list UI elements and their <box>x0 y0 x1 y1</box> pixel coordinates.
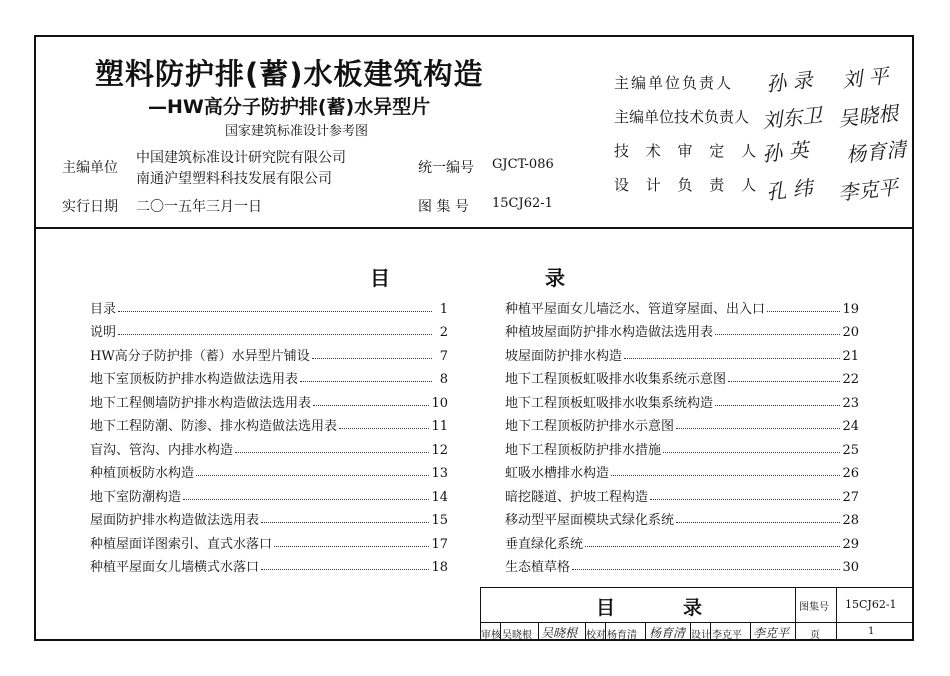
review-name: 吴晓根 <box>502 630 532 641</box>
review-label: 审核 <box>481 630 501 641</box>
leader-dots <box>663 452 840 453</box>
toc-entry[interactable] <box>90 528 448 552</box>
atlas-label: 图 集 号 <box>418 199 469 215</box>
toc-entry-label: 种植顶板防水构造 <box>90 466 195 481</box>
toc-entry[interactable] <box>90 317 448 341</box>
toc-left-column <box>90 293 448 575</box>
toc-entry-label: 虹吸水槽排水构造 <box>505 466 610 481</box>
date-value: 二〇一五年三月一日 <box>136 199 262 215</box>
toc-entry-page: 28 <box>842 513 859 528</box>
toc-entry[interactable] <box>90 411 448 435</box>
toc-entry[interactable] <box>505 528 859 552</box>
signature-designer-1: 孔 纬 <box>765 175 814 205</box>
editor-unit-2: 南通沪望塑料科技发展有限公司 <box>136 171 332 187</box>
toc-entry-label: 暗挖隧道、护坡工程构造 <box>505 489 649 505</box>
signature-editor-head-1: 孙 录 <box>765 67 814 97</box>
page-number: 1 <box>868 626 875 637</box>
toc-entry[interactable] <box>90 434 448 458</box>
toc-entry-page: 25 <box>842 442 859 458</box>
leader-dots <box>118 311 432 312</box>
toc-entry-page: 20 <box>842 325 859 340</box>
toc-entry[interactable] <box>505 411 859 435</box>
toc-entry-label: 移动型平屋面模块式绿化系统 <box>505 513 675 528</box>
toc-entry-label: 种植屋面详图索引、直式水落口 <box>90 536 273 552</box>
title-block-col-sep <box>538 622 539 641</box>
leader-dots <box>611 475 840 476</box>
title-block-col-sep <box>836 587 837 641</box>
toc-entry-page: 12 <box>431 442 448 458</box>
toc-entry-label: 地下工程顶板虹吸排水收集系统示意图 <box>505 372 727 387</box>
toc-entry-page: 7 <box>439 348 448 364</box>
leader-dots <box>300 381 432 382</box>
toc-entry-page: 14 <box>431 489 448 505</box>
toc-entry-page: 26 <box>842 466 859 481</box>
design-signature: 李克平 <box>753 626 790 640</box>
toc-entry-page: 23 <box>842 395 859 411</box>
sig-label-editor-head: 主编单位负责人 <box>614 74 734 92</box>
title-block-col-sep <box>750 622 751 641</box>
toc-entry-label: 地下工程侧墙防护排水构造做法选用表 <box>90 395 312 411</box>
toc-entry-page: 13 <box>431 466 448 481</box>
title-block-name-right: 录 <box>683 597 703 619</box>
toc-entry-label: 屋面防护排水构造做法选用表 <box>90 513 260 528</box>
title-block-name-left: 目 <box>596 597 616 619</box>
toc-entry[interactable] <box>505 458 859 482</box>
toc-entry-label: 坡屋面防护排水构造 <box>505 348 623 364</box>
toc-entry-page: 8 <box>439 372 448 387</box>
leader-dots <box>676 428 840 429</box>
signature-tech-head-2: 吴晓根 <box>837 100 900 132</box>
review-signature: 吴晓根 <box>541 626 578 640</box>
toc-entry-page: 17 <box>431 536 448 552</box>
toc-entry-page: 22 <box>842 372 859 387</box>
unified-code-label: 统一编号 <box>418 160 474 176</box>
toc-entry-label: 生态植草格 <box>505 560 571 575</box>
toc-entry-page: 24 <box>842 419 859 434</box>
toc-entry[interactable] <box>90 340 448 364</box>
toc-entry[interactable] <box>90 505 448 529</box>
toc-entry[interactable] <box>90 552 448 576</box>
toc-entry[interactable] <box>505 340 859 364</box>
toc-entry-label: 种植平屋面女儿墙横式水落口 <box>90 560 260 575</box>
toc-entry-label: 目录 <box>90 301 117 317</box>
leader-dots <box>676 522 840 523</box>
toc-entry[interactable] <box>90 293 448 317</box>
toc-right-column <box>505 293 859 575</box>
leader-dots <box>715 405 840 406</box>
signature-designer-2: 李克平 <box>837 174 900 206</box>
toc-entry[interactable] <box>90 481 448 505</box>
leader-dots <box>196 475 429 476</box>
title-block-col-sep <box>795 587 796 641</box>
unified-code: GJCT-086 <box>492 157 554 172</box>
toc-entry-label: 盲沟、管沟、内排水构造 <box>90 442 234 458</box>
leader-dots <box>572 569 840 570</box>
toc-entry[interactable] <box>505 434 859 458</box>
leader-dots <box>235 452 429 453</box>
header-divider <box>34 227 914 229</box>
toc-entry[interactable] <box>505 317 859 341</box>
leader-dots <box>585 546 840 547</box>
signature-editor-head-2: 刘 平 <box>841 63 890 93</box>
editor-unit-1: 中国建筑标准设计研究院有限公司 <box>136 150 346 166</box>
leader-dots <box>261 569 429 570</box>
toc-entry-label: HW高分子防护排（蓄）水异型片铺设 <box>90 348 310 364</box>
toc-entry[interactable] <box>505 552 859 576</box>
leader-dots <box>728 381 840 382</box>
sig-label-approver: 技 术 审 定 人 <box>614 142 763 160</box>
toc-entry-page: 30 <box>842 560 859 575</box>
leader-dots <box>313 405 429 406</box>
toc-entry-label: 种植坡屋面防护排水构造做法选用表 <box>505 325 714 340</box>
toc-entry-label: 地下工程顶板防护排水示意图 <box>505 419 675 434</box>
design-name: 李克平 <box>712 630 742 641</box>
toc-entry-page: 21 <box>842 348 859 364</box>
toc-heading-right: 录 <box>545 266 565 290</box>
check-name: 杨育清 <box>607 630 637 641</box>
toc-entry-page: 27 <box>842 489 859 505</box>
leader-dots <box>624 358 840 359</box>
toc-entry-label: 垂直绿化系统 <box>505 536 584 552</box>
signature-approver-1: 孙 英 <box>761 137 810 167</box>
leader-dots <box>715 334 840 335</box>
toc-entry-label: 地下室防潮构造 <box>90 489 182 505</box>
toc-entry-label: 地下工程顶板防护排水措施 <box>505 442 662 458</box>
signature-approver-2: 杨育清 <box>845 136 908 168</box>
design-label: 设计 <box>691 630 711 641</box>
page-label: 页 <box>810 630 820 641</box>
toc-entry[interactable] <box>505 387 859 411</box>
toc-entry[interactable] <box>505 505 859 529</box>
editor-unit-label: 主编单位 <box>62 160 118 176</box>
leader-dots <box>767 311 840 312</box>
toc-entry-page: 29 <box>842 536 859 552</box>
title-block-atlas-label: 图集号 <box>799 602 829 613</box>
leader-dots <box>261 522 429 523</box>
title-block-col-sep <box>645 622 646 641</box>
sig-label-tech-head: 主编单位技术负责人 <box>614 108 750 126</box>
document-title: 塑料防护排(蓄)水板建筑构造 <box>95 57 484 91</box>
leader-dots <box>118 334 432 335</box>
atlas-number: 15CJ62-1 <box>492 196 553 211</box>
toc-entry-page: 11 <box>431 419 448 434</box>
toc-entry[interactable] <box>90 387 448 411</box>
leader-dots <box>650 499 840 500</box>
leader-dots <box>339 428 429 429</box>
reference-note: 国家建筑标准设计参考图 <box>225 124 369 139</box>
signature-tech-head-1: 刘东卫 <box>761 102 824 134</box>
check-signature: 杨育清 <box>649 626 686 640</box>
toc-entry[interactable] <box>90 364 448 388</box>
toc-entry-label: 地下工程防潮、防渗、排水构造做法选用表 <box>90 419 338 434</box>
title-block-atlas-number: 15CJ62-1 <box>845 598 897 611</box>
toc-entry-page: 19 <box>842 301 859 317</box>
toc-entry[interactable] <box>505 293 859 317</box>
date-label: 实行日期 <box>62 199 118 215</box>
toc-entry-page: 10 <box>431 395 448 411</box>
toc-entry-label: 种植平屋面女儿墙泛水、管道穿屋面、出入口 <box>505 301 766 317</box>
toc-entry[interactable] <box>505 481 859 505</box>
toc-entry-label: 说明 <box>90 325 117 340</box>
sig-label-designer: 设 计 负 责 人 <box>614 176 763 194</box>
toc-entry-label: 地下室顶板防护排水构造做法选用表 <box>90 372 299 387</box>
toc-entry-page: 2 <box>439 325 448 340</box>
toc-entry[interactable] <box>505 364 859 388</box>
check-label: 校对 <box>586 630 606 641</box>
leader-dots <box>183 499 429 500</box>
toc-entry-label: 地下工程顶板虹吸排水收集系统构造 <box>505 395 714 411</box>
toc-entry-page: 15 <box>431 513 448 528</box>
toc-entry-page: 1 <box>439 301 448 317</box>
title-block-divider <box>480 622 914 623</box>
leader-dots <box>312 358 432 359</box>
toc-entry-page: 18 <box>431 560 448 575</box>
document-subtitle: —HW高分子防护排(蓄)水异型片 <box>148 96 431 118</box>
toc-entry[interactable] <box>90 458 448 482</box>
leader-dots <box>274 546 429 547</box>
toc-heading-left: 目 <box>370 266 390 290</box>
